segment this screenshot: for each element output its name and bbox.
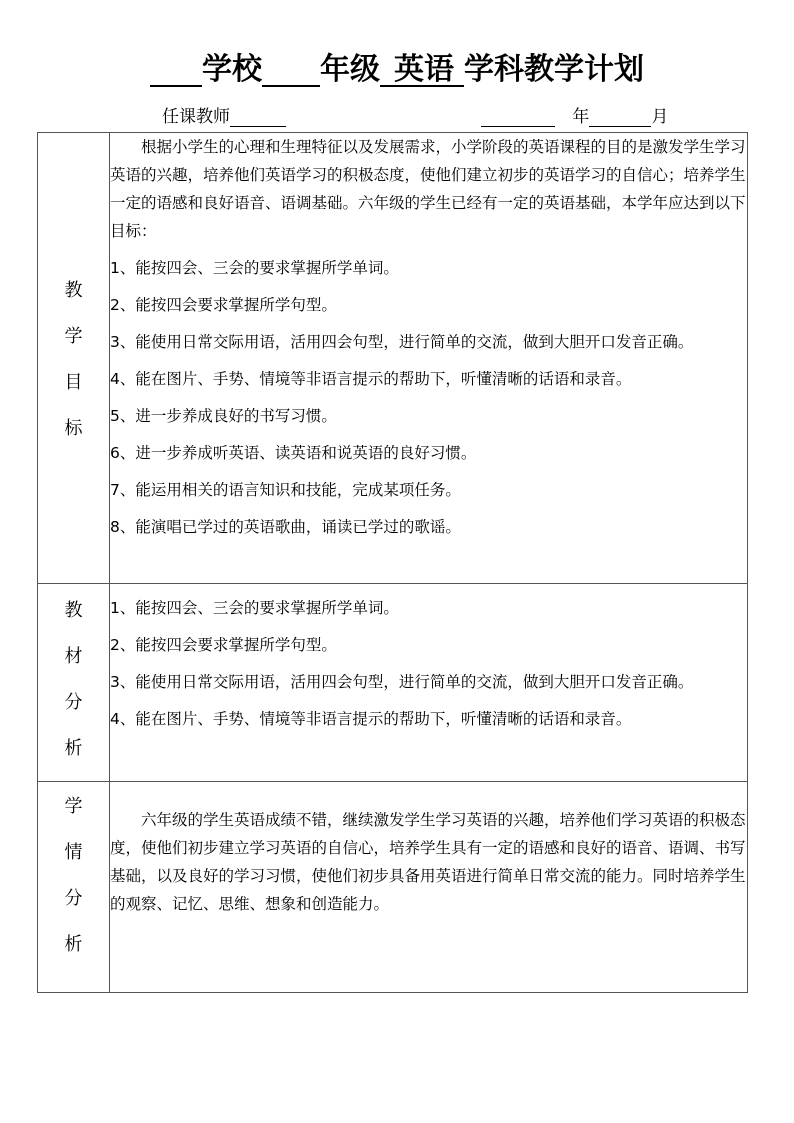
label-char: 情 [64, 842, 83, 863]
grade-blank [262, 55, 320, 87]
label-char: 析 [64, 738, 83, 759]
analysis-paragraph: 六年级的学生英语成绩不错，继续激发学生学习英语的兴趣，培养他们学习英语的积极态度，使他们初步建立学习英语的自信心，培养学生具有一定的语感和良好的语音、语调、书写基础，以及良好的学习习惯，使他们初步具备用英语进行简单日常交流的能力。同时培养学生的观察、记忆、思维、想象和创造能力。 [110, 811, 746, 913]
teacher-blank [230, 108, 286, 127]
label-char: 分 [64, 888, 83, 909]
section-label [38, 133, 110, 584]
month-label: 月 [651, 107, 669, 127]
label-char: 分 [64, 692, 83, 713]
list-item: 8、能演唱已学过的英语歌曲，诵读已学过的歌谣。 [110, 518, 461, 536]
label-char: 目 [64, 372, 83, 393]
teacher-label: 任课教师 [162, 107, 230, 127]
list-item: 4、能在图片、手势、情境等非语言提示的帮助下，听懂清晰的话语和录音。 [110, 710, 632, 728]
list-item: 3、能使用日常交际用语，活用四会句型，进行简单的交流，做到大胆开口发音正确。 [110, 333, 694, 351]
intro-paragraph: 根据小学生的心理和生理特征以及发展需求，小学阶段的英语课程的目的是激发学生学习英语的兴趣，培养他们英语学习的积极态度，使他们建立初步的英语学习的自信心；培养学生一定的语感和良好语音、语调基础。六年级的学生已经有一定的英语基础，本学年应达到以下目标： [110, 138, 746, 240]
teacher-date-line [0, 98, 794, 128]
section-content [110, 133, 748, 584]
section-label [38, 782, 110, 993]
school-name-blank [150, 55, 202, 87]
year-blank [481, 108, 555, 127]
list-item: 2、能按四会要求掌握所学句型。 [110, 636, 337, 654]
title-school: 学校 [202, 52, 262, 87]
year-label: 年 [572, 107, 590, 127]
page-title [0, 50, 794, 90]
label-char: 学 [64, 326, 83, 347]
date-field [481, 102, 668, 127]
list-item: 6、进一步养成听英语、读英语和说英语的良好习惯。 [110, 444, 477, 462]
section-label [38, 584, 110, 782]
list-item: 7、能运用相关的语言知识和技能，完成某项任务。 [110, 481, 461, 499]
title-subject: 英语 [380, 55, 464, 87]
list-item: 1、能按四会、三会的要求掌握所学单词。 [110, 599, 399, 617]
section-content [110, 782, 748, 993]
list-item: 1、能按四会、三会的要求掌握所学单词。 [110, 259, 399, 277]
list-item: 4、能在图片、手势、情境等非语言提示的帮助下，听懂清晰的话语和录音。 [110, 370, 632, 388]
label-char: 材 [64, 646, 83, 667]
month-blank [589, 108, 651, 127]
section-teaching-goals [38, 133, 748, 584]
list-item: 3、能使用日常交际用语，活用四会句型，进行简单的交流，做到大胆开口发音正确。 [110, 673, 694, 691]
label-char: 教 [64, 280, 83, 301]
label-char: 学 [64, 796, 83, 817]
list-item: 5、进一步养成良好的书写习惯。 [110, 407, 337, 425]
list-item: 2、能按四会要求掌握所学句型。 [110, 296, 337, 314]
section-content [110, 584, 748, 782]
section-material-analysis [38, 584, 748, 782]
title-grade: 年级 [320, 52, 380, 87]
label-char: 教 [64, 600, 83, 621]
teacher-field [162, 102, 286, 127]
title-rest: 学科教学计划 [464, 52, 644, 87]
plan-table [37, 132, 748, 993]
label-char: 析 [64, 934, 83, 955]
section-student-analysis [38, 782, 748, 993]
label-char: 标 [64, 418, 83, 439]
